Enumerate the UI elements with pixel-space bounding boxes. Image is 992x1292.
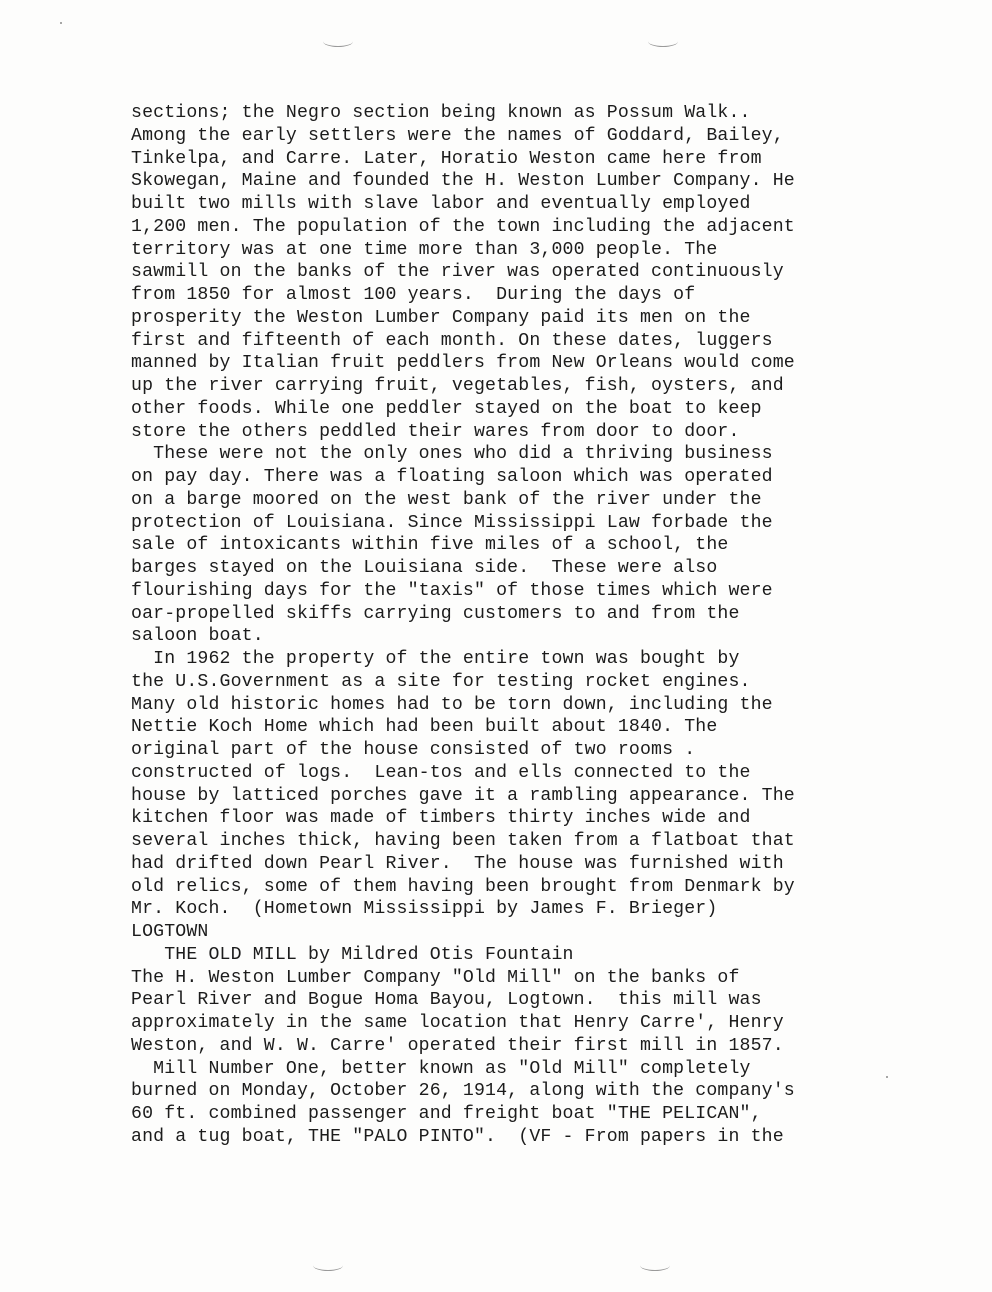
scan-speck (60, 22, 62, 24)
text-line: Among the early settlers were the names of Goddard, Bailey, (131, 125, 784, 146)
text-line: approximately in the same location that Henry Carre', Henry (131, 1013, 784, 1033)
text-line: Mr. Koch. (Hometown Mississippi by James F. Brieger) (131, 899, 718, 920)
text-line: from 1850 for almost 100 years. During the days of (131, 285, 696, 305)
text-line: Weston, and W. W. Carre' operated their first mill in 1857. (131, 1035, 784, 1056)
text-line: 60 ft. combined passenger and freight boat "THE PELICAN", (131, 1104, 762, 1124)
text-line: saloon boat. (131, 626, 264, 647)
text-line: the U.S.Government as a site for testing rocket engines. (131, 671, 751, 692)
document-body-text (131, 102, 871, 1149)
text-line: sale of intoxicants within five miles of a school, the (131, 535, 729, 556)
text-line: flourishing days for the "taxis" of those times which were (131, 580, 773, 601)
text-line: other foods. While one peddler stayed on the boat to keep (131, 398, 762, 419)
text-line: protection of Louisiana. Since Mississippi Law forbade the (131, 512, 773, 533)
text-line: kitchen floor was made of timbers thirty inches wide and (131, 808, 751, 829)
text-line: In 1962 the property of the entire town was bought by (131, 649, 740, 669)
text-line: on pay day. There was a floating saloon which was operated (131, 467, 773, 487)
scan-speck (886, 1076, 888, 1078)
text-line: prosperity the Weston Lumber Company paid its men on the (131, 307, 751, 328)
text-line: territory was at one time more than 3,000 people. The (131, 239, 718, 260)
text-line: original part of the house consisted of two rooms . (131, 740, 696, 760)
text-line: up the river carrying fruit, vegetables, fish, oysters, and (131, 376, 784, 396)
scan-mark-top-right (648, 36, 678, 47)
text-line: burned on Monday, October 26, 1914, along with the company's (131, 1081, 795, 1102)
text-line: Many old historic homes had to be torn down, including the (131, 694, 773, 715)
text-line: first and fifteenth of each month. On these dates, luggers (131, 330, 773, 351)
text-line: and a tug boat, THE "PALO PINTO". (VF - From papers in the (131, 1126, 784, 1147)
text-line: The H. Weston Lumber Company "Old Mill" on the banks of (131, 967, 740, 988)
scan-mark-bottom-right (640, 1260, 670, 1271)
text-line: 1,200 men. The population of the town including the adjacent (131, 216, 795, 237)
text-line: store the others peddled their wares from door to door. (131, 421, 740, 442)
text-line: on a barge moored on the west bank of the river under the (131, 489, 762, 510)
scan-mark-bottom-left (313, 1260, 343, 1271)
text-line: several inches thick, having been taken from a flatboat that (131, 831, 795, 851)
text-line: These were not the only ones who did a thriving business (131, 444, 773, 465)
text-line: Skowegan, Maine and founded the H. Weston Lumber Company. He (131, 171, 795, 192)
text-line: LOGTOWN (131, 922, 209, 942)
scan-mark-top-left (323, 36, 353, 47)
text-line: Nettie Koch Home which had been built about 1840. The (131, 717, 718, 738)
text-line: house by latticed porches gave it a rambling appearance. The (131, 785, 795, 806)
text-line: had drifted down Pearl River. The house was furnished with (131, 853, 784, 874)
text-line: barges stayed on the Louisiana side. These were also (131, 558, 718, 578)
text-line: Mill Number One, better known as "Old Mill" completely (131, 1058, 751, 1079)
text-line: Pearl River and Bogue Homa Bayou, Logtown. this mill was (131, 990, 762, 1011)
text-line: constructed of logs. Lean-tos and ells connected to the (131, 762, 751, 783)
text-line: oar-propelled skiffs carrying customers to and from the (131, 603, 740, 624)
text-line: old relics, some of them having been brought from Denmark by (131, 876, 795, 897)
text-line: THE OLD MILL by Mildred Otis Fountain (131, 944, 574, 965)
text-line: Tinkelpa, and Carre. Later, Horatio Weston came here from (131, 148, 762, 169)
text-line: manned by Italian fruit peddlers from New Orleans would come (131, 353, 795, 374)
text-line: built two mills with slave labor and eventually employed (131, 194, 751, 214)
text-line: sections; the Negro section being known as Possum Walk.. (131, 103, 751, 123)
text-line: sawmill on the banks of the river was operated continuously (131, 262, 784, 283)
